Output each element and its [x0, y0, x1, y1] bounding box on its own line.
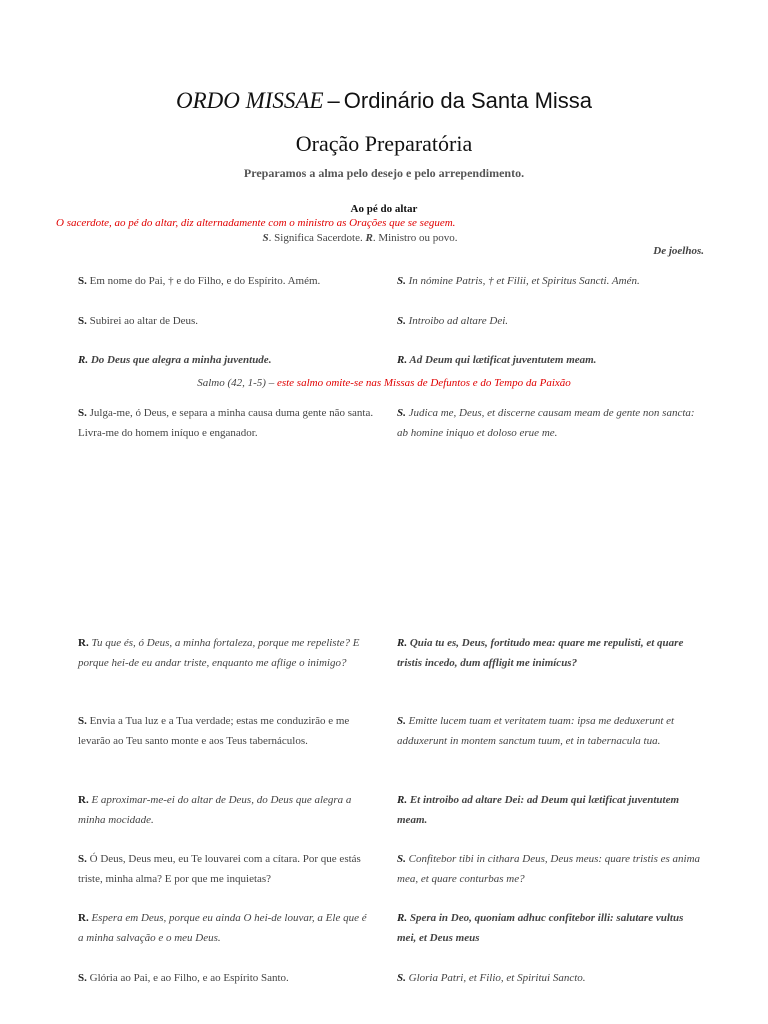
speaker-label: R.	[397, 912, 408, 924]
dialogue-text: Ad Deum qui lætificat juventutem meam.	[407, 354, 597, 366]
dialogue-right	[397, 403, 702, 443]
dialogue-text: Judica me, Deus, et discerne causam meam de gente non sancta: ab homine iniquo et doloso erue me.	[397, 407, 695, 439]
legend-s-label: S	[262, 232, 269, 244]
dialogue-left	[78, 968, 374, 988]
speaker-label: S.	[397, 315, 406, 327]
speaker-label: R.	[397, 794, 408, 806]
speaker-label: R.	[78, 637, 89, 649]
dialogue-left	[78, 790, 374, 830]
dialogue-text: Spera in Deo, quoniam adhuc confitebor illi: salutare vultus mei, et Deus meus	[397, 912, 684, 944]
dialogue-text: Subirei ao altar de Deus.	[86, 315, 199, 327]
psalm-ref: Salmo (42, 1-5) –	[197, 377, 275, 389]
speaker-label: S.	[78, 275, 87, 287]
dialogue-right	[397, 908, 702, 948]
dialogue-right	[397, 849, 702, 889]
dialogue-right	[397, 968, 702, 988]
legend-r-text: . Ministro ou povo.	[372, 232, 458, 244]
section-title: Oração Preparatória	[295, 131, 473, 156]
dialogue-right	[397, 790, 702, 830]
title-portuguese: Ordinário da Santa Missa	[343, 88, 593, 113]
dialogue-text: Tu que és, ó Deus, a minha fortaleza, porque me repeliste? E porque hei-de eu andar triste, enquanto me aflige o inimigo?	[78, 637, 360, 669]
kneel-note: De joelhos.	[653, 245, 704, 257]
speaker-label: S.	[397, 407, 406, 419]
speaker-label: S.	[397, 275, 406, 287]
speaker-label: S.	[397, 972, 406, 984]
dialogue-right	[397, 350, 702, 370]
dialogue-text: Espera em Deus, porque eu ainda O hei-de louvar, a Ele que é a minha salvação e o meu Deus.	[78, 912, 367, 944]
dialogue-text: Introibo ad altare Dei.	[405, 315, 509, 327]
rubric: O sacerdote, ao pé do altar, diz alternadamente com o ministro as Orações que se seguem.	[56, 217, 456, 229]
dialogue-right	[397, 311, 702, 331]
speaker-label: R.	[397, 637, 408, 649]
speaker-label: S.	[78, 315, 87, 327]
dialogue-right	[397, 271, 702, 291]
dialogue-text: Et introibo ad altare Dei: ad Deum qui lætificat juventutem meam.	[397, 794, 680, 826]
speaker-label: S.	[78, 407, 87, 419]
dialogue-text: In nómine Patris, † et Filii, et Spiritus Sancti. Amén.	[405, 275, 640, 287]
speaker-label: R.	[78, 794, 89, 806]
legend-r-label: R	[365, 232, 373, 244]
dialogue-text: Gloria Patri, et Filio, et Spiritui Sancto.	[405, 972, 586, 984]
legend-s-text: . Significa Sacerdote.	[268, 232, 366, 244]
dialogue-text: Confitebor tibi in cithara Deus, Deus meus: quare tristis es anima mea, et quare conturbas me?	[397, 853, 701, 885]
speaker-label: S.	[397, 853, 406, 865]
dialogue-text: Ó Deus, Deus meu, eu Te louvarei com a cítara. Por que estás triste, minha alma? E por que me inquietas?	[78, 853, 361, 885]
legend	[80, 232, 640, 244]
dialogue-left	[78, 403, 374, 443]
speaker-label: R.	[397, 354, 408, 366]
title-latin: ORDO MISSAE	[175, 88, 324, 113]
speaker-label: S.	[397, 715, 406, 727]
dialogue-left	[78, 271, 374, 291]
dialogue-text: E aproximar-me-ei do altar de Deus, do Deus que alegra a minha mocidade.	[78, 794, 352, 826]
speaker-label: S.	[78, 853, 87, 865]
dialogue-text: Emitte lucem tuam et veritatem tuam: ipsa me deduxerunt et adduxerunt in montem sanctum tuum, et in tabernacula tua.	[397, 715, 675, 747]
psalm-note: este salmo omite-se nas Missas de Defuntos e do Tempo da Paixão	[274, 377, 571, 389]
speaker-label: R.	[78, 912, 89, 924]
dialogue-right	[397, 711, 702, 751]
dialogue-text: Quia tu es, Deus, fortitudo mea: quare me repulisti, et quare tristis incedo, dum affligit me inimícus?	[397, 637, 684, 669]
title-dash: –	[327, 88, 340, 113]
dialogue-left	[78, 633, 374, 673]
speaker-label: R.	[78, 354, 89, 366]
speaker-label: S.	[78, 715, 87, 727]
dialogue-left	[78, 849, 374, 889]
dialogue-right	[397, 633, 702, 673]
psalm-heading	[0, 377, 768, 389]
dialogue-text: Glória ao Pai, e ao Filho, e ao Espírito Santo.	[86, 972, 289, 984]
section-heading: Ao pé do altar	[350, 203, 418, 215]
dialogue-left	[78, 350, 374, 370]
dialogue-text: Do Deus que alegra a minha juventude.	[88, 354, 272, 366]
dialogue-text: Em nome do Pai, † e do Filho, e do Espírito. Amém.	[86, 275, 321, 287]
dialogue-left	[78, 908, 374, 948]
dialogue-left	[78, 311, 374, 331]
dialogue-text: Envia a Tua luz e a Tua verdade; estas me conduzirão e me levarão ao Teu santo monte e aos Teus tabernáculos.	[78, 715, 350, 747]
dialogue-text: Julga-me, ó Deus, e separa a minha causa duma gente não santa. Livra-me do homem iníquo e enganador.	[78, 407, 374, 439]
intro-text: Preparamos a alma pelo desejo e pelo arrependimento.	[243, 166, 525, 180]
speaker-label: S.	[78, 972, 87, 984]
page-title	[0, 88, 768, 114]
dialogue-left	[78, 711, 374, 751]
